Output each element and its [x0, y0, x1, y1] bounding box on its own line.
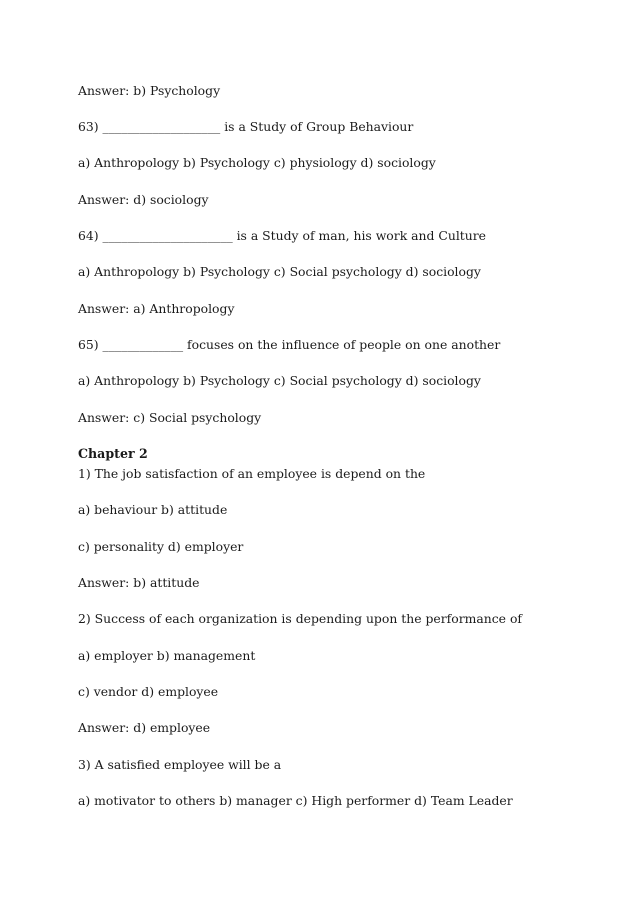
options-2a: a) employer b) management [78, 648, 256, 663]
options-1b: c) personality d) employer [78, 539, 244, 554]
answer-62: Answer: b) Psychology [78, 83, 221, 98]
chapter-heading: Chapter 2 [78, 446, 148, 461]
options-2b: c) vendor d) employee [78, 684, 219, 699]
question-65: 65) _____________ focuses on the influence of people on one another [78, 337, 501, 352]
options-3: a) motivator to others b) manager c) High performer d) Team Leader [78, 793, 513, 808]
question-2: 2) Success of each organization is depending upon the performance of [78, 611, 522, 626]
question-63: 63) ___________________ is a Study of Group Behaviour [78, 119, 414, 134]
question-64: 64) _____________________ is a Study of man, his work and Culture [78, 228, 487, 243]
options-65: a) Anthropology b) Psychology c) Social psychology d) sociology [78, 373, 481, 388]
answer-1: Answer: b) attitude [78, 575, 200, 590]
options-64: a) Anthropology b) Psychology c) Social psychology d) sociology [78, 264, 481, 279]
question-1: 1) The job satisfaction of an employee is depend on the [78, 466, 426, 481]
answer-64: Answer: a) Anthropology [78, 301, 235, 316]
answer-2: Answer: d) employee [78, 720, 211, 735]
question-3: 3) A satisfied employee will be a [78, 757, 282, 772]
options-63: a) Anthropology b) Psychology c) physiology d) sociology [78, 155, 436, 170]
answer-63: Answer: d) sociology [78, 192, 209, 207]
answer-65: Answer: c) Social psychology [78, 410, 262, 425]
options-1a: a) behaviour b) attitude [78, 502, 228, 517]
